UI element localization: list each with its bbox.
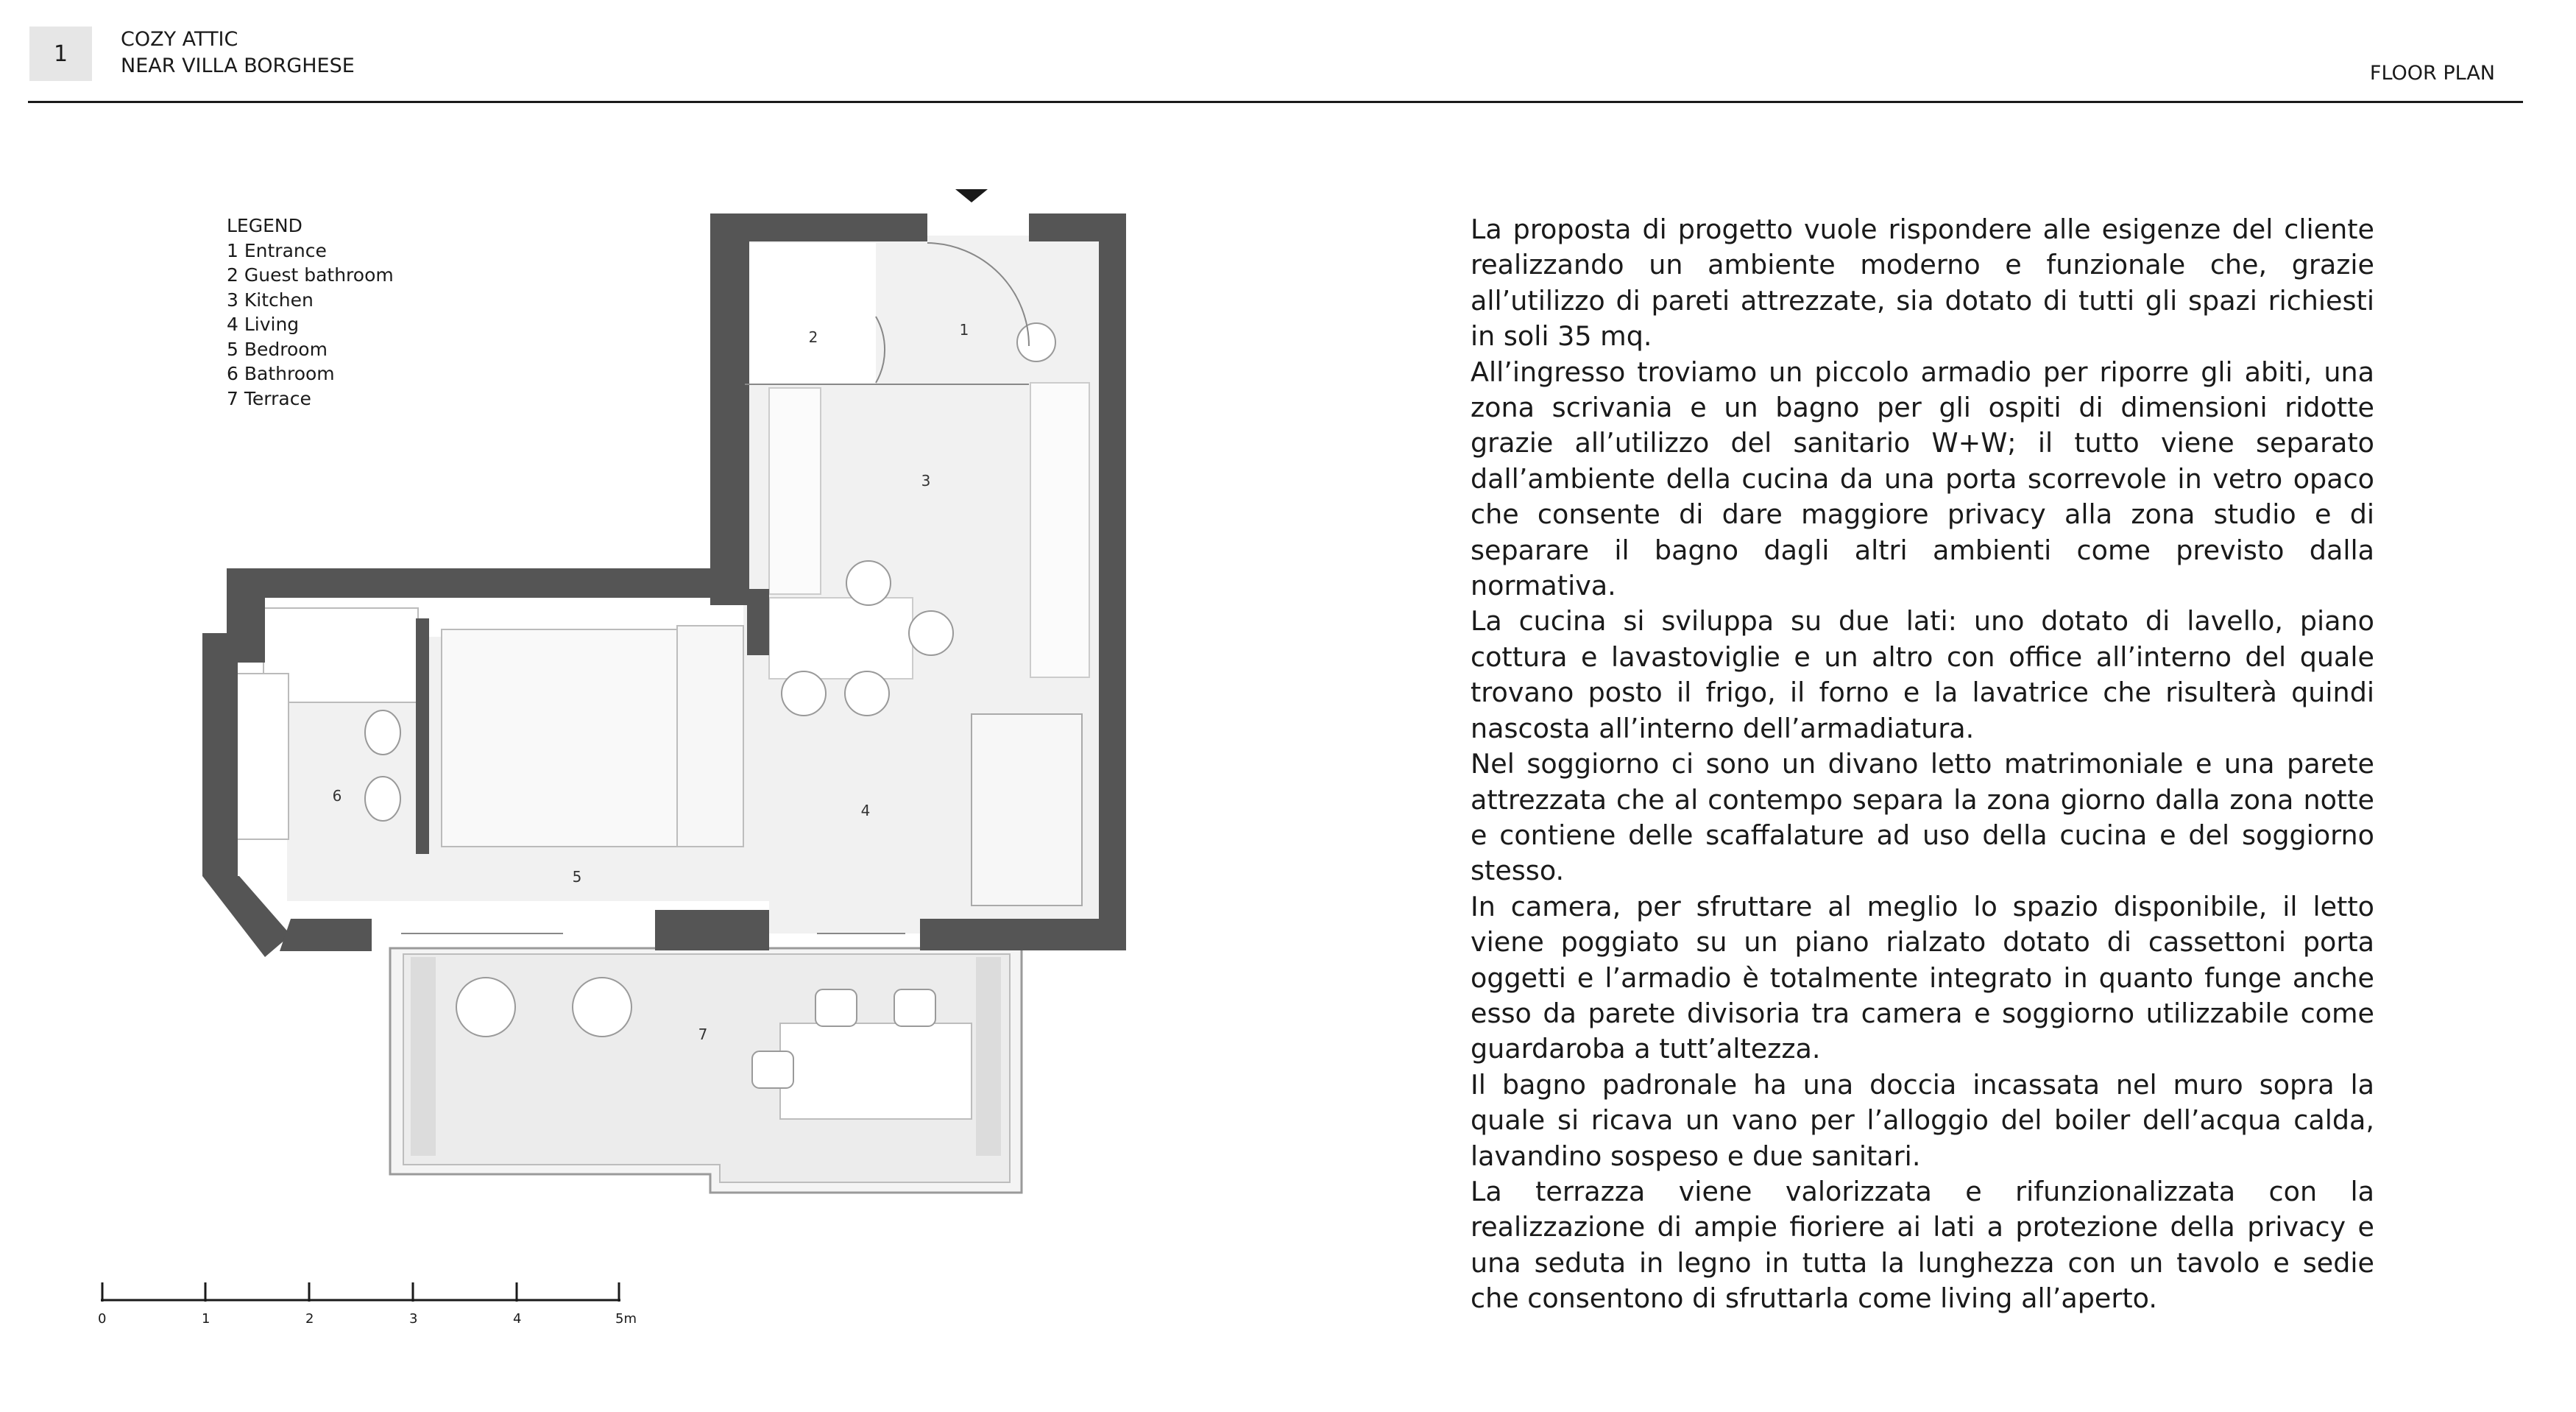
scale-bar xyxy=(98,1282,637,1327)
terrace xyxy=(390,948,1022,1193)
armchair xyxy=(456,978,515,1037)
legend-item: 2 Guest bathroom xyxy=(227,264,394,286)
legend-item: 1 Entrance xyxy=(227,239,327,261)
bathroom-vanity xyxy=(237,674,289,839)
scale-label: 1 xyxy=(202,1311,210,1327)
description-paragraph: La proposta di progetto vuole rispondere alle esigenze del cliente realizzando un ambiente moderno e funzionale che, grazie all’utilizzo di pareti attrezzate, sia dotato di tutti gli spazi richiesti in soli 35 mq. xyxy=(1471,213,2374,353)
room-label-terrace: 7 xyxy=(698,1026,708,1043)
description-paragraph: La terrazza viene valorizzata e rifunzionalizzata con la realizzazione di ampie fioriere ai lati a protezione della privacy e una seduta in legno in tutta la lunghezza con un tavolo e sedie che consentono di sfruttarla come living all’aperto. xyxy=(1471,1175,2374,1315)
scale-label: 0 xyxy=(98,1311,107,1327)
entrance-arrow-icon xyxy=(955,189,988,202)
room-label-bedroom: 5 xyxy=(572,868,582,886)
description-paragraph: Nel soggiorno ci sono un divano letto matrimoniale e una parete attrezzata che al contempo separa la zona giorno dalla zona notte e contiene delle scaffalature ad uso della cucina e del soggiorno stesso. xyxy=(1471,748,2374,887)
dining-chair xyxy=(845,671,889,716)
legend xyxy=(227,213,394,411)
project-description xyxy=(1471,212,2374,1317)
right-planter xyxy=(976,957,1001,1156)
dining-chair xyxy=(909,611,953,655)
legend-item: 4 Living xyxy=(227,314,300,335)
legend-item: 7 Terrace xyxy=(227,387,311,409)
chair xyxy=(815,989,857,1026)
terrace-table xyxy=(780,1023,972,1119)
kitchen-tall-units xyxy=(1030,383,1089,677)
room-label-entrance: 1 xyxy=(959,321,969,339)
armchair xyxy=(573,978,631,1037)
page-number: 1 xyxy=(29,27,92,81)
description-paragraph: Il bagno padronale ha una doccia incassata nel muro sopra la quale si ricava un vano per l’alloggio del boiler dell’acqua calda, lavandino sospeso e due sanitari. xyxy=(1471,1068,2374,1172)
title-line-2: NEAR VILLA BORGHESE xyxy=(121,54,355,77)
guest-bathroom-floor xyxy=(747,243,876,384)
dining-table xyxy=(769,598,913,679)
left-planter xyxy=(411,957,436,1156)
description-paragraph: In camera, per sfruttare al meglio lo spazio disponibile, il letto viene poggiato su un piano rialzato dotato di cassettoni porta oggetti e l’armadio è totalmente integrato in quanto funge anche esso da parete divisoria tra camera e soggiorno utilizzabile come guardaroba a tutt’altezza. xyxy=(1471,890,2374,1065)
title-line-1: COZY ATTIC xyxy=(121,28,238,51)
scale-label: 5m xyxy=(615,1311,637,1327)
dining-chair xyxy=(782,671,826,716)
sofa-bed xyxy=(972,714,1082,906)
legend-title: LEGEND xyxy=(227,215,302,236)
wardrobe xyxy=(677,626,743,847)
section-label: FLOOR PLAN xyxy=(2369,62,2495,85)
description-paragraph: La cucina si sviluppa su due lati: uno dotato di lavello, piano cottura e lavastoviglie e un altro con office all’interno del quale trovano posto il frigo, il forno e la lavatrice che risulterà quindi nascosta all’interno dell’armadiatura. xyxy=(1471,605,2374,744)
bed xyxy=(442,629,684,847)
chair xyxy=(752,1051,793,1088)
scale-label: 4 xyxy=(513,1311,522,1327)
entrance-pouf xyxy=(1017,323,1055,361)
room-label-living: 4 xyxy=(860,802,871,819)
description-paragraph: All’ingresso troviamo un piccolo armadio per riporre gli abiti, una zona scrivania e un bagno per gli ospiti di dimensioni ridotte grazie all’utilizzo del sanitario W+W; il tutto viene separato dall’ambiente della cucina da una porta scorrevole in vetro opaco che consente di dare maggiore privacy alla zona studio e di separare il bagno dagli altri ambienti come previsto dalla normativa. xyxy=(1471,356,2374,602)
legend-item: 3 Kitchen xyxy=(227,289,314,311)
toilet xyxy=(365,710,400,755)
kitchen-counter xyxy=(769,388,821,594)
chair xyxy=(894,989,935,1026)
room-label-kitchen: 3 xyxy=(921,472,931,490)
dining-chair xyxy=(846,561,891,605)
bidet xyxy=(365,777,400,821)
scale-label: 2 xyxy=(305,1311,314,1327)
room-label-guest-bathroom: 2 xyxy=(808,328,818,346)
room-label-bathroom: 6 xyxy=(332,787,342,805)
scale-label: 3 xyxy=(409,1311,418,1327)
legend-item: 5 Bedroom xyxy=(227,338,328,360)
legend-item: 6 Bathroom xyxy=(227,363,335,384)
